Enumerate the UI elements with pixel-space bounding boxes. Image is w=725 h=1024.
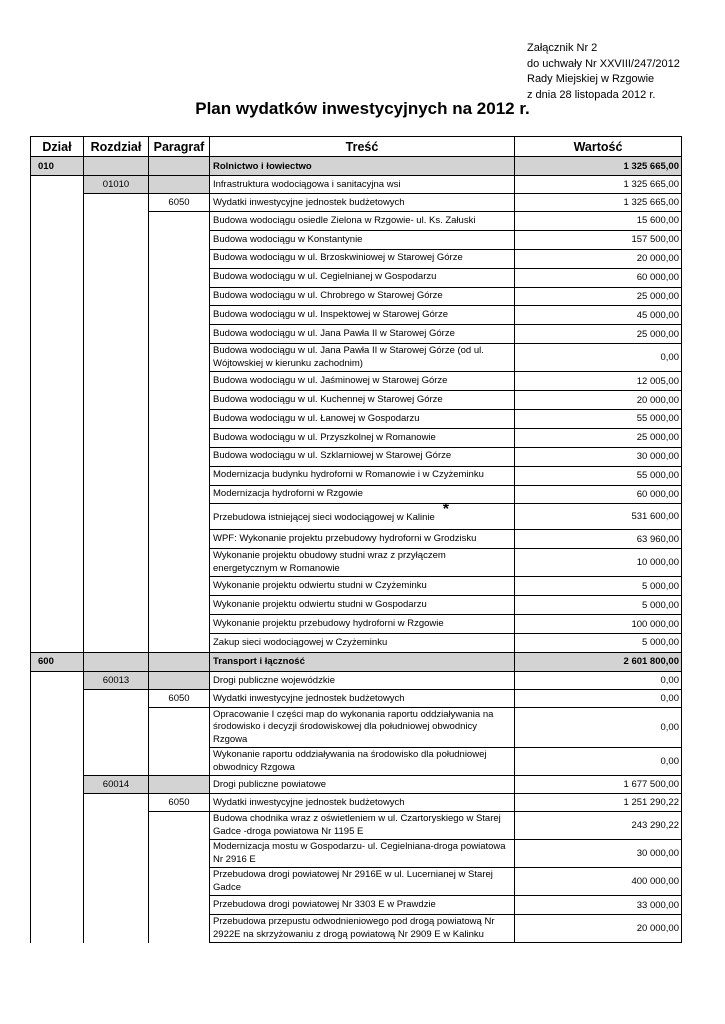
dzial-code: 600 xyxy=(31,652,84,671)
empty-cell xyxy=(31,812,84,840)
paragraf-code: 6050 xyxy=(149,194,210,212)
table-row xyxy=(31,157,682,176)
dzial-code: 010 xyxy=(31,157,84,176)
rozdzial-value: 1 325 665,00 xyxy=(515,176,682,194)
table-row xyxy=(31,306,682,325)
empty-cell xyxy=(31,194,84,212)
table-row xyxy=(31,212,682,231)
empty-cell xyxy=(31,485,84,504)
item-value: 25 000,00 xyxy=(515,287,682,306)
empty-cell xyxy=(31,748,84,776)
empty-cell xyxy=(149,577,210,596)
item-value: 531 600,00 xyxy=(515,504,682,530)
empty-cell xyxy=(31,689,84,707)
empty-cell xyxy=(149,812,210,840)
empty-cell xyxy=(149,344,210,372)
empty-cell xyxy=(149,212,210,231)
rozdzial-name: Drogi publiczne wojewódzkie xyxy=(210,671,515,689)
empty-cell xyxy=(149,596,210,615)
empty-cell xyxy=(84,634,149,653)
empty-cell xyxy=(84,615,149,634)
empty-cell xyxy=(149,372,210,391)
item-description xyxy=(210,249,515,268)
empty-cell xyxy=(149,249,210,268)
item-text: Budowa wodociągu w ul. Cegielnianej w Gospodarzu xyxy=(213,271,437,283)
empty-cell xyxy=(84,596,149,615)
item-value: 10 000,00 xyxy=(515,549,682,577)
empty-cell xyxy=(84,249,149,268)
table-row xyxy=(31,868,682,896)
empty-cell xyxy=(84,325,149,344)
paragraf-code: 6050 xyxy=(149,794,210,812)
empty-cell xyxy=(31,249,84,268)
table-row xyxy=(31,447,682,466)
item-text: Budowa wodociągu w ul. Szklarniowej w Starowej Górze xyxy=(213,450,452,462)
empty-cell xyxy=(149,176,210,194)
empty-cell xyxy=(31,176,84,194)
empty-cell xyxy=(149,915,210,943)
item-description xyxy=(210,500,515,530)
dzial-name: Transport i łączność xyxy=(210,652,515,671)
empty-cell xyxy=(84,157,149,176)
header-tresc: Treść xyxy=(210,137,515,157)
annex-line-1: Załącznik Nr 2 xyxy=(527,42,598,54)
paragraf-code: 6050 xyxy=(149,689,210,707)
item-description xyxy=(210,748,515,776)
annex-line-2: do uchwały Nr XXVIII/247/2012 xyxy=(527,57,680,70)
item-text: Przebudowa drogi powiatowej Nr 2916E w ul. Lucernianej w Starej Gadce xyxy=(213,869,493,893)
rozdzial-value: 1 677 500,00 xyxy=(515,776,682,794)
item-text: Modernizacja hydroforni w Rzgowie xyxy=(213,488,363,500)
empty-cell xyxy=(31,504,84,530)
empty-cell xyxy=(84,840,149,868)
empty-cell xyxy=(149,268,210,287)
item-text: Modernizacja budynku hydroforni w Romanowie i w Czyżeminku xyxy=(213,469,484,481)
empty-cell xyxy=(149,671,210,689)
item-value: 60 000,00 xyxy=(515,268,682,287)
item-value: 55 000,00 xyxy=(515,410,682,429)
item-value: 12 005,00 xyxy=(515,372,682,391)
item-value: 55 000,00 xyxy=(515,466,682,485)
item-description xyxy=(210,812,515,840)
empty-cell xyxy=(149,391,210,410)
table-row xyxy=(31,176,682,194)
rozdzial-code: 60013 xyxy=(84,671,149,689)
empty-cell xyxy=(149,447,210,466)
item-description xyxy=(210,485,515,504)
item-text: WPF: Wykonanie projektu przebudowy hydroforni w Grodzisku xyxy=(213,533,477,545)
item-value: 25 000,00 xyxy=(515,428,682,447)
empty-cell xyxy=(31,615,84,634)
table-row xyxy=(31,596,682,615)
item-value: 0,00 xyxy=(515,344,682,372)
table-row xyxy=(31,748,682,776)
empty-cell xyxy=(149,652,210,671)
table-row xyxy=(31,287,682,306)
paragraf-value: 0,00 xyxy=(515,689,682,707)
table-row xyxy=(31,812,682,840)
item-value: 157 500,00 xyxy=(515,230,682,249)
empty-cell xyxy=(31,596,84,615)
empty-cell xyxy=(84,485,149,504)
item-text: Modernizacja mostu w Gospodarzu- ul. Cegielniana-droga powiatowa Nr 2916 E xyxy=(213,841,506,865)
item-description xyxy=(210,466,515,485)
item-value: 100 000,00 xyxy=(515,615,682,634)
empty-cell xyxy=(31,344,84,372)
item-description xyxy=(210,325,515,344)
annex-header xyxy=(527,41,680,103)
item-description xyxy=(210,287,515,306)
empty-cell xyxy=(149,466,210,485)
page-title: Plan wydatków inwestycyjnych na 2012 r. xyxy=(195,99,530,118)
rozdzial-code: 01010 xyxy=(84,176,149,194)
empty-cell xyxy=(84,748,149,776)
empty-cell xyxy=(84,812,149,840)
empty-cell xyxy=(84,194,149,212)
item-description xyxy=(210,868,515,896)
item-text: Budowa wodociągu w ul. Chrobrego w Starowej Górze xyxy=(213,290,443,302)
item-description xyxy=(210,268,515,287)
item-text: Wykonanie projektu odwiertu studni w Czyżeminku xyxy=(213,580,427,592)
item-text: Budowa wodociągu w ul. Brzoskwiniowej w Starowej Górze xyxy=(213,252,463,264)
empty-cell xyxy=(31,391,84,410)
empty-cell xyxy=(149,776,210,794)
empty-cell xyxy=(84,391,149,410)
empty-cell xyxy=(84,287,149,306)
empty-cell xyxy=(149,410,210,429)
item-text: Budowa wodociągu w ul. Przyszkolnej w Romanowie xyxy=(213,431,436,443)
table-row xyxy=(31,840,682,868)
table-row xyxy=(31,615,682,634)
empty-cell xyxy=(149,530,210,549)
item-description xyxy=(210,634,515,653)
item-description xyxy=(210,212,515,231)
table-row xyxy=(31,577,682,596)
table-row xyxy=(31,428,682,447)
empty-cell xyxy=(31,230,84,249)
paragraf-name: Wydatki inwestycyjne jednostek budżetowych xyxy=(210,194,515,212)
empty-cell xyxy=(149,634,210,653)
empty-cell xyxy=(84,915,149,943)
item-value: 45 000,00 xyxy=(515,306,682,325)
item-text: Budowa wodociągu w ul. Jaśminowej w Starowej Górze xyxy=(213,374,448,386)
item-description xyxy=(210,428,515,447)
item-description xyxy=(210,447,515,466)
item-value: 243 290,22 xyxy=(515,812,682,840)
item-text: Budowa wodociągu w ul. Kuchennej w Starowej Górze xyxy=(213,393,443,405)
item-description xyxy=(210,530,515,549)
table-row xyxy=(31,410,682,429)
empty-cell xyxy=(31,634,84,653)
item-description xyxy=(210,344,515,372)
table-row xyxy=(31,671,682,689)
item-text: Przebudowa istniejącej sieci wodociągowej w Kalinie xyxy=(213,511,435,523)
table-row xyxy=(31,325,682,344)
empty-cell xyxy=(84,504,149,530)
paragraf-name: Wydatki inwestycyjne jednostek budżetowych xyxy=(210,794,515,812)
table-row xyxy=(31,915,682,943)
item-value: 30 000,00 xyxy=(515,840,682,868)
item-value: 15 600,00 xyxy=(515,212,682,231)
empty-cell xyxy=(84,372,149,391)
dzial-value: 2 601 800,00 xyxy=(515,652,682,671)
empty-cell xyxy=(31,549,84,577)
annex-line-4: z dnia 28 listopada 2012 r. xyxy=(527,88,656,101)
empty-cell xyxy=(84,410,149,429)
empty-cell xyxy=(31,428,84,447)
item-value: 0,00 xyxy=(515,707,682,748)
table-row xyxy=(31,707,682,748)
table-row xyxy=(31,504,682,530)
dzial-name: Rolnictwo i łowiectwo xyxy=(210,157,515,176)
item-value: 5 000,00 xyxy=(515,577,682,596)
empty-cell xyxy=(84,306,149,325)
empty-cell xyxy=(149,230,210,249)
item-text: Wykonanie projektu obudowy studni wraz z przyłączem energetycznym w Romanowie xyxy=(213,550,446,574)
empty-cell xyxy=(149,615,210,634)
table-row xyxy=(31,794,682,812)
empty-cell xyxy=(149,325,210,344)
item-description xyxy=(210,549,515,577)
item-text: Przebudowa przepustu odwodnieniowego pod drogą powiatową Nr 2922E na skrzyżowaniu z drogą powiatową Nr 2909 E w Kalinku xyxy=(213,916,495,940)
table-row xyxy=(31,776,682,794)
rozdzial-name: Infrastruktura wodociągowa i sanitacyjna wsi xyxy=(210,176,515,194)
paragraf-value: 1 251 290,22 xyxy=(515,794,682,812)
empty-cell xyxy=(31,707,84,748)
investment-table xyxy=(30,136,682,943)
empty-cell xyxy=(149,707,210,748)
item-description xyxy=(210,306,515,325)
dzial-value: 1 325 665,00 xyxy=(515,157,682,176)
item-text: Budowa wodociągu w ul. Łanowej w Gospodarzu xyxy=(213,412,420,424)
empty-cell xyxy=(31,794,84,812)
empty-cell xyxy=(31,840,84,868)
empty-cell xyxy=(84,707,149,748)
table-row xyxy=(31,652,682,671)
header-dzial: Dział xyxy=(31,137,84,157)
item-text: Budowa wodociągu w ul. Jana Pawła II w Starowej Górze (od ul. Wójtowskiej w kierunku zachodnim) xyxy=(213,345,484,369)
empty-cell xyxy=(31,287,84,306)
item-value: 20 000,00 xyxy=(515,915,682,943)
table-row xyxy=(31,372,682,391)
rozdzial-value: 0,00 xyxy=(515,671,682,689)
table-row xyxy=(31,689,682,707)
item-description xyxy=(210,372,515,391)
empty-cell xyxy=(31,776,84,794)
empty-cell xyxy=(84,689,149,707)
table-row xyxy=(31,249,682,268)
empty-cell xyxy=(31,447,84,466)
empty-cell xyxy=(149,306,210,325)
empty-cell xyxy=(84,577,149,596)
empty-cell xyxy=(84,896,149,915)
empty-cell xyxy=(84,530,149,549)
empty-cell xyxy=(149,428,210,447)
item-value: 5 000,00 xyxy=(515,634,682,653)
item-text: Wykonanie projektu odwiertu studni w Gospodarzu xyxy=(213,598,427,610)
paragraf-value: 1 325 665,00 xyxy=(515,194,682,212)
asterisk-mark: * xyxy=(442,500,450,518)
item-text: Wykonanie raportu oddziaływania na środowisko dla południowej obwodnicy Rzgowa xyxy=(213,749,487,773)
table-row xyxy=(31,549,682,577)
item-description xyxy=(210,896,515,915)
empty-cell xyxy=(31,671,84,689)
table-row xyxy=(31,268,682,287)
empty-cell xyxy=(149,157,210,176)
item-description xyxy=(210,915,515,943)
item-text: Budowa wodociągu osiedle Zielona w Rzgowie- ul. Ks. Załuski xyxy=(213,214,476,226)
empty-cell xyxy=(149,287,210,306)
item-value: 25 000,00 xyxy=(515,325,682,344)
item-description xyxy=(210,615,515,634)
item-text: Budowa chodnika wraz z oświetleniem w ul. Czartoryskiego w Starej Gadce -droga powiatowa Nr 1195 E xyxy=(213,813,501,837)
table-row xyxy=(31,194,682,212)
item-value: 20 000,00 xyxy=(515,249,682,268)
rozdzial-name: Drogi publiczne powiatowe xyxy=(210,776,515,794)
paragraf-name: Wydatki inwestycyjne jednostek budżetowych xyxy=(210,689,515,707)
empty-cell xyxy=(84,652,149,671)
item-description xyxy=(210,230,515,249)
item-text: Wykonanie projektu przebudowy hydroforni w Rzgowie xyxy=(213,617,444,629)
item-value: 63 960,00 xyxy=(515,530,682,549)
item-value: 60 000,00 xyxy=(515,485,682,504)
empty-cell xyxy=(31,896,84,915)
empty-cell xyxy=(84,230,149,249)
empty-cell xyxy=(31,372,84,391)
table-row xyxy=(31,634,682,653)
table-body xyxy=(31,157,682,943)
empty-cell xyxy=(31,410,84,429)
empty-cell xyxy=(31,466,84,485)
empty-cell xyxy=(31,325,84,344)
item-text: Budowa wodociągu w ul. Jana Pawła II w Starowej Górze xyxy=(213,328,455,340)
empty-cell xyxy=(31,868,84,896)
empty-cell xyxy=(149,896,210,915)
item-value: 5 000,00 xyxy=(515,596,682,615)
table-row xyxy=(31,230,682,249)
empty-cell xyxy=(149,504,210,530)
annex-line-3: Rady Miejskiej w Rzgowie xyxy=(527,73,655,85)
empty-cell xyxy=(84,447,149,466)
empty-cell xyxy=(84,428,149,447)
item-description xyxy=(210,577,515,596)
empty-cell xyxy=(149,868,210,896)
item-text: Przebudowa drogi powiatowej Nr 3303 E w Prawdzie xyxy=(213,899,436,911)
empty-cell xyxy=(84,549,149,577)
item-value: 20 000,00 xyxy=(515,391,682,410)
item-description xyxy=(210,391,515,410)
item-text: Budowa wodociągu w Konstantynie xyxy=(213,233,363,245)
empty-cell xyxy=(84,466,149,485)
empty-cell xyxy=(84,794,149,812)
item-description xyxy=(210,596,515,615)
table-row xyxy=(31,485,682,504)
table-row xyxy=(31,344,682,372)
header-wartosc: Wartość xyxy=(515,137,682,157)
empty-cell xyxy=(31,306,84,325)
header-rozdzial: Rozdział xyxy=(84,137,149,157)
empty-cell xyxy=(149,485,210,504)
empty-cell xyxy=(31,268,84,287)
item-value: 33 000,00 xyxy=(515,896,682,915)
table-row xyxy=(31,391,682,410)
header-paragraf: Paragraf xyxy=(149,137,210,157)
item-value: 0,00 xyxy=(515,748,682,776)
empty-cell xyxy=(31,915,84,943)
empty-cell xyxy=(31,577,84,596)
empty-cell xyxy=(84,268,149,287)
page-title-wrapper xyxy=(0,99,725,119)
empty-cell xyxy=(31,212,84,231)
item-description xyxy=(210,410,515,429)
empty-cell xyxy=(84,344,149,372)
empty-cell xyxy=(31,530,84,549)
item-description xyxy=(210,707,515,748)
rozdzial-code: 60014 xyxy=(84,776,149,794)
item-description xyxy=(210,840,515,868)
item-value: 30 000,00 xyxy=(515,447,682,466)
empty-cell xyxy=(84,868,149,896)
empty-cell xyxy=(149,840,210,868)
table-row xyxy=(31,466,682,485)
item-text: Zakup sieci wodociągowej w Czyżeminku xyxy=(213,636,388,648)
item-text: Opracowanie I części map do wykonania raportu oddziaływania na środowisko i decyzji środowiskowej dla południowej obwodnicy Rzgowa xyxy=(213,708,494,745)
table-header-row xyxy=(31,137,682,157)
table-row xyxy=(31,530,682,549)
item-value: 400 000,00 xyxy=(515,868,682,896)
item-text: Budowa wodociągu w ul. Inspektowej w Starowej Górze xyxy=(213,309,448,321)
table-row xyxy=(31,896,682,915)
empty-cell xyxy=(149,549,210,577)
empty-cell xyxy=(84,212,149,231)
empty-cell xyxy=(149,748,210,776)
